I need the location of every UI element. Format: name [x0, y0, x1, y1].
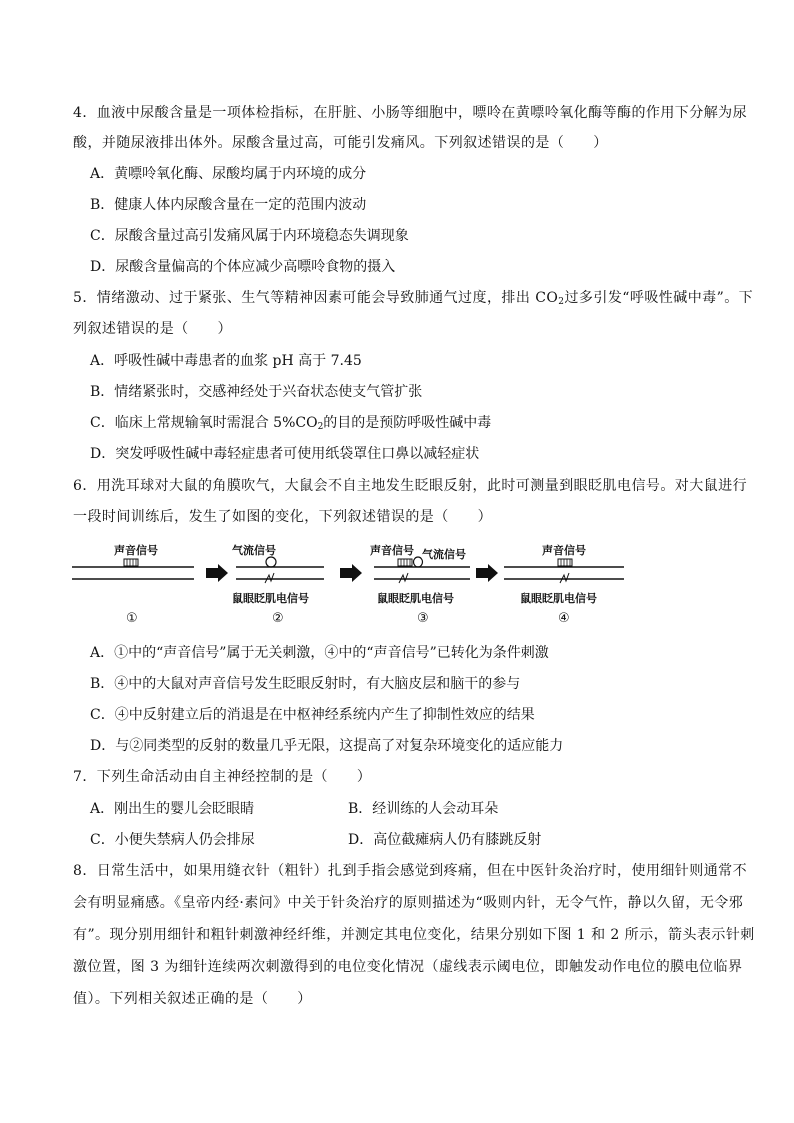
arrow-2-to-3	[340, 564, 362, 582]
q5-option-c	[90, 413, 491, 433]
panel-2-airflow-label: 气流信号	[232, 544, 276, 557]
q5-option-c-text-a: C．临床上常规输氧时需混合 5%CO	[90, 415, 318, 431]
q4-option-a: A．黄嘌呤氧化酶、尿酸均属于内环境的成分	[90, 166, 367, 182]
diagram-panel-2	[232, 543, 324, 626]
q5-stem-line-2: 列叙述错误的是（ ）	[73, 321, 232, 337]
q7-option-a: A．刚出生的婴儿会眨眼睛	[90, 801, 255, 817]
arrow-1-to-2	[206, 564, 228, 582]
q5-option-b: B．情绪紧张时，交感神经处于兴奋状态使支气管扩张	[90, 384, 423, 400]
q5-option-c-text-b: 的目的是预防呼吸性碱中毒	[323, 415, 492, 431]
q5-option-a: A．呼吸性碱中毒患者的血浆 pH 高于 7.45	[90, 353, 362, 369]
diagram-panel-1	[72, 543, 194, 626]
panel-2-emg-label: 鼠眼眨肌电信号	[232, 592, 309, 605]
q6-option-c: C．④中反射建立后的消退是在中枢神经系统内产生了抑制性效应的结果	[90, 707, 535, 723]
q8-stem-line-3: 有”。现分别用细针和粗针刺激神经纤维，并测定其电位变化，结果分别如下图 1 和 2 所示，箭头表示针刺	[73, 927, 755, 943]
q6-stem-line-1: 6．用洗耳球对大鼠的角膜吹气，大鼠会不自主地发生眨眼反射，此时可测量到眼眨肌电信号。对大鼠进行	[73, 478, 748, 494]
arrow-3-to-4	[476, 564, 498, 582]
panel-3-sound-label: 声音信号	[370, 544, 414, 557]
panel-4-emg-spike	[560, 573, 569, 583]
q4-option-b: B．健康人体内尿酸含量在一定的范围内波动	[90, 197, 367, 213]
q7-option-b: B．经训练的人会动耳朵	[348, 801, 499, 817]
q4-stem-line-1: 4．血液中尿酸含量是一项体检指标，在肝脏、小肠等细胞中，嘌呤在黄嘌呤氧化酶等酶的作用下分解为尿	[73, 105, 748, 121]
q8-stem-line-1: 8．日常生活中，如果用缝衣针（粗针）扎到手指会感觉到疼痛，但在中医针灸治疗时，使用细针则通常不	[73, 863, 748, 879]
q8-stem-line-5: 值）。下列相关叙述正确的是（ ）	[73, 991, 312, 1007]
q7-option-c: C．小便失禁病人仍会排尿	[90, 832, 255, 848]
q6-stem-line-2: 一段时间训练后，发生了如图的变化，下列叙述错误的是（ ）	[73, 509, 493, 525]
panel-1-sound-label: 声音信号	[114, 544, 158, 557]
q6-option-b: B．④中的大鼠对声音信号发生眨眼反射时，有大脑皮层和脑干的参与	[90, 676, 521, 692]
panel-2-airflow-stimulus	[266, 557, 276, 567]
q4-option-d: D．尿酸含量偏高的个体应减少高嘌呤食物的摄入	[90, 259, 396, 275]
q4-stem-line-2: 酸，并随尿液排出体外。尿酸含量过高，可能引发痛风。下列叙述错误的是（ ）	[73, 135, 608, 151]
panel-4-number: ④	[558, 611, 570, 626]
diagram-panel-3	[370, 543, 470, 626]
q5-option-d: D．突发呼吸性碱中毒轻症患者可使用纸袋罩住口鼻以减轻症状	[90, 446, 480, 462]
q6-option-a: A．①中的“声音信号”属于无关刺激，④中的“声音信号”已转化为条件刺激	[90, 645, 549, 661]
q7-stem: 7．下列生命活动由自主神经控制的是（ ）	[73, 769, 372, 785]
panel-2-number: ②	[272, 611, 284, 626]
q5-stem-text-b: 过多引发“呼吸性碱中毒”。下	[564, 290, 754, 306]
q5-option-c-subscript: 2	[317, 422, 324, 432]
panel-3-emg-spike	[399, 573, 408, 583]
panel-3-airflow-stimulus	[414, 557, 423, 567]
diagram-panel-4	[504, 543, 624, 626]
q7-option-d: D．高位截瘫病人仍有膝跳反射	[348, 832, 542, 848]
q5-stem-subscript: 2	[558, 297, 565, 307]
panel-1-number: ①	[126, 611, 138, 626]
q5-stem-text-a: 5．情绪激动、过于紧张、生气等精神因素可能会导致肺通气过度，排出 CO	[73, 290, 559, 306]
q4-option-c: C．尿酸含量过高引发痛风属于内环境稳态失调现象	[90, 228, 409, 244]
q8-stem-line-2: 会有明显痛感。《皇帝内经·素问》中关于针灸治疗的原则描述为“吸则内针，无令气忤，静以久留，无令邪	[73, 895, 744, 911]
q6-conditioning-diagram	[72, 538, 632, 630]
panel-4-sound-label: 声音信号	[542, 544, 586, 557]
panel-3-number: ③	[417, 611, 429, 626]
panel-2-emg-spike	[265, 573, 274, 583]
panel-4-emg-label: 鼠眼眨肌电信号	[520, 592, 597, 605]
panel-3-emg-label: 鼠眼眨肌电信号	[377, 592, 454, 605]
q8-stem-line-4: 激位置，图 3 为细针连续两次刺激得到的电位变化情况（虚线表示阈电位，即触发动作电位的膜电位临界	[73, 959, 743, 975]
q5-stem-line-1	[73, 288, 754, 308]
panel-3-airflow-label: 气流信号	[422, 548, 466, 561]
q6-option-d: D．与②同类型的反射的数量几乎无限，这提高了对复杂环境变化的适应能力	[90, 738, 564, 754]
